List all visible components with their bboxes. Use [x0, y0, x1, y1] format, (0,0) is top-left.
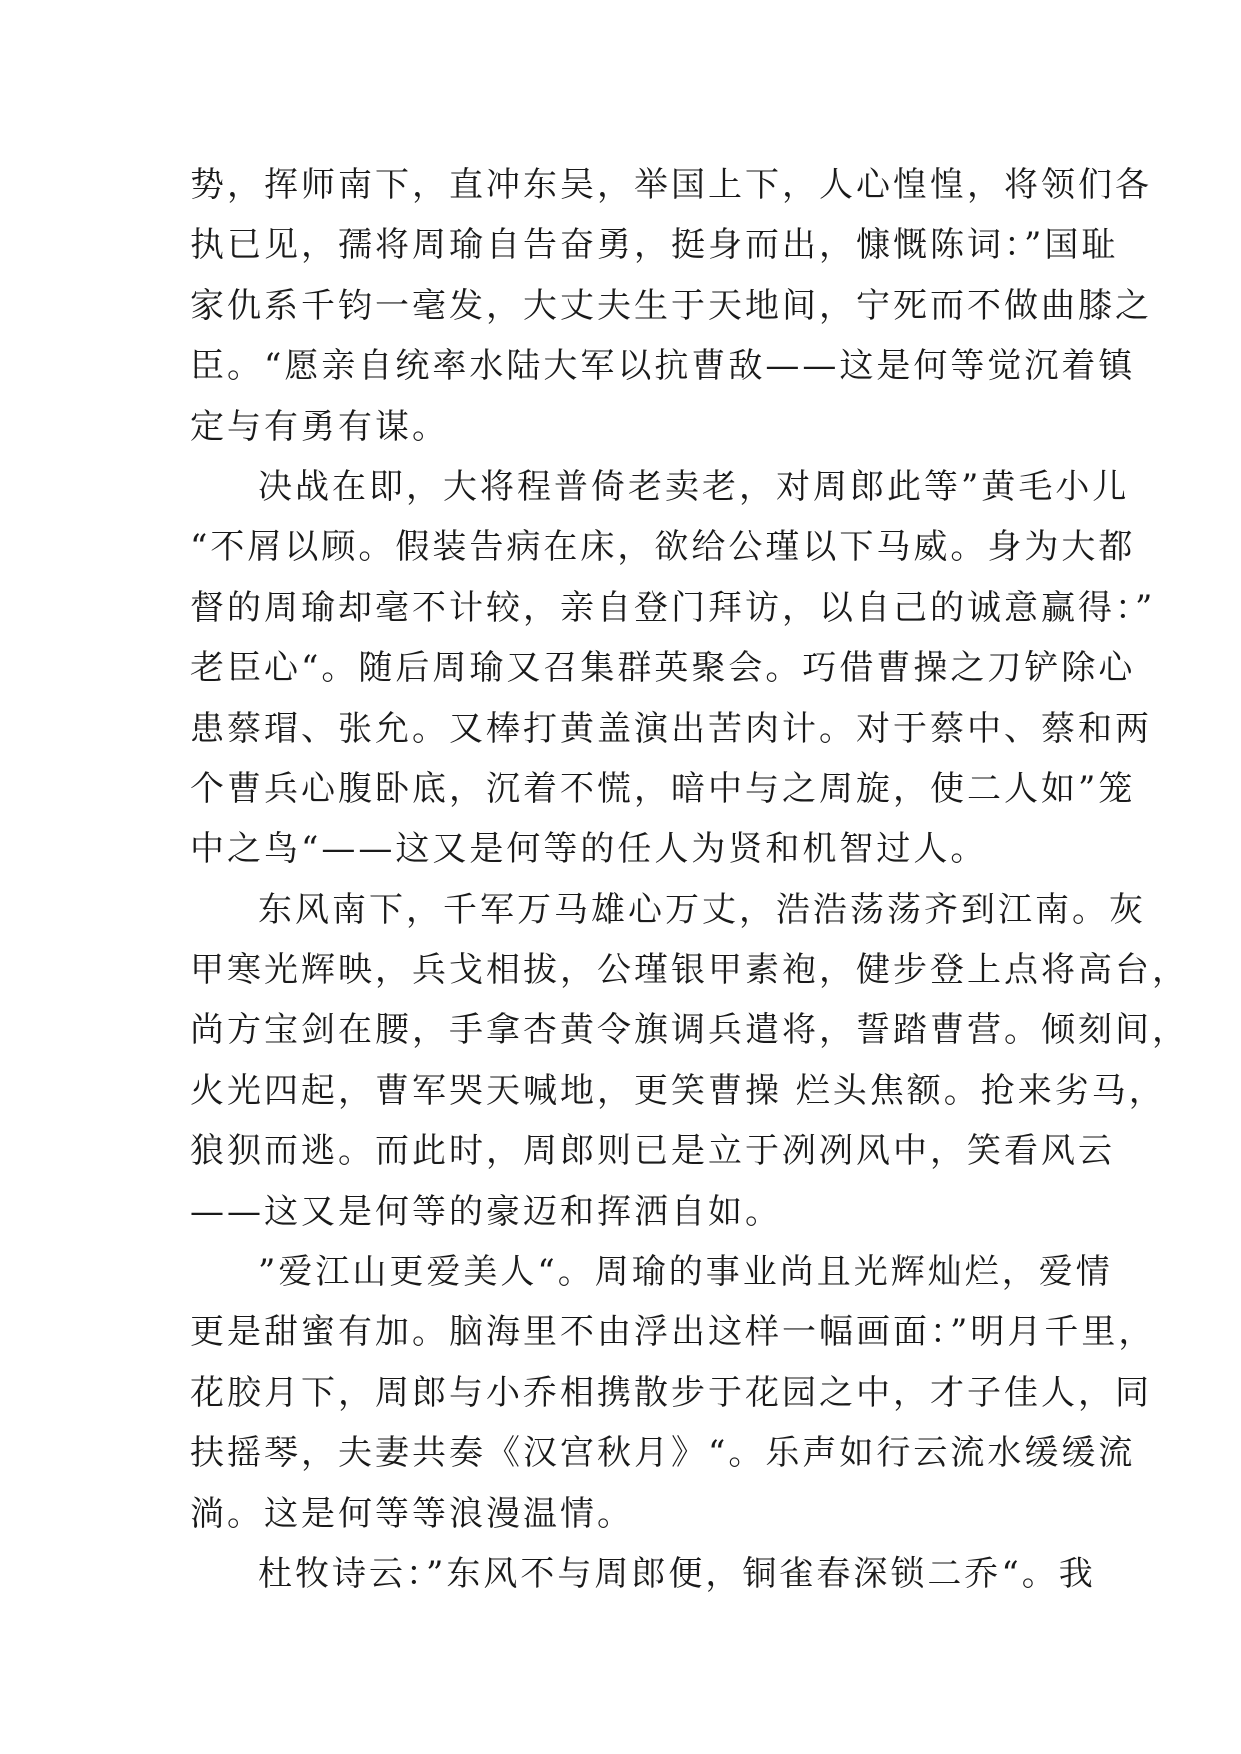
text-line: 火光四起，曹军哭天喊地，更笑曹操 烂头焦额。抢来劣马， — [190, 1070, 1166, 1111]
text-line: 狼狈而逃。而此时，周郎则已是立于冽冽风中，笑看风云 — [190, 1131, 1115, 1172]
text-line: 督的周瑜却毫不计较，亲自登门拜访，以自己的诚意赢得：” — [190, 587, 1156, 628]
paragraph-start-line: ”爱江山更爱美人“。周瑜的事业尚且光辉灿烂，爱情 — [258, 1252, 1113, 1293]
paragraph-start-line: 东风南下，千军万马雄心万丈，浩浩荡荡齐到江南。灰 — [258, 889, 1146, 930]
text-line: 患蔡瑁、张允。又棒打黄盖演出苦肉计。对于蔡中、蔡和两 — [190, 708, 1152, 749]
text-line: “不屑以顾。假装告病在床，欲给公瑾以下马威。身为大都 — [190, 527, 1136, 568]
text-line: 执已见，孺将周瑜自告奋勇，挺身而出，慷慨陈词：”国耻 — [190, 225, 1119, 266]
text-line: 花胶月下，周郎与小乔相携散步于花园之中，才子佳人，同 — [190, 1372, 1152, 1413]
text-line: 尚方宝剑在腰，手拿杏黄令旗调兵遣将，誓踏曹营。倾刻间， — [190, 1010, 1189, 1051]
text-line: 扶摇琴，夫妻共奏《汉宫秋月》“。乐声如行云流水缓缓流 — [190, 1433, 1136, 1474]
text-line: 臣。“愿亲自统率水陆大军以抗曹敌——这是何等觉沉着镇 — [190, 346, 1136, 387]
text-line: 老臣心“。随后周瑜又召集群英聚会。巧借曹操之刀铲除心 — [190, 648, 1136, 689]
text-line: 家仇系千钧一毫发，大丈夫生于天地间，宁死而不做曲膝之 — [190, 285, 1152, 326]
text-line: 势，挥师南下，直冲东吴，举国上下，人心惶惶，将领们各 — [190, 165, 1152, 205]
text-line: ——这又是何等的豪迈和挥洒自如。 — [190, 1191, 782, 1232]
paragraph-start-line: 杜牧诗云：”东风不与周郎便，铜雀春深锁二乔“。我 — [258, 1553, 1096, 1594]
paragraph-start-line: 决战在即，大将程普倚老卖老，对周郎此等”黄毛小儿 — [258, 466, 1130, 507]
text-line: 淌。这是何等等浪漫温情。 — [190, 1493, 634, 1534]
text-line: 中之鸟“——这又是何等的任人为贤和机智过人。 — [190, 829, 988, 870]
body-text — [190, 155, 1189, 1604]
text-line: 更是甜蜜有加。脑海里不由浮出这样一幅画面：”明月千里， — [190, 1312, 1156, 1353]
text-line: 定与有勇有谋。 — [190, 406, 449, 447]
text-line: 甲寒光辉映，兵戈相拔，公瑾银甲素袍，健步登上点将高台， — [190, 950, 1189, 991]
text-line: 个曹兵心腹卧底，沉着不慌，暗中与之周旋，使二人如”笼 — [190, 768, 1136, 809]
